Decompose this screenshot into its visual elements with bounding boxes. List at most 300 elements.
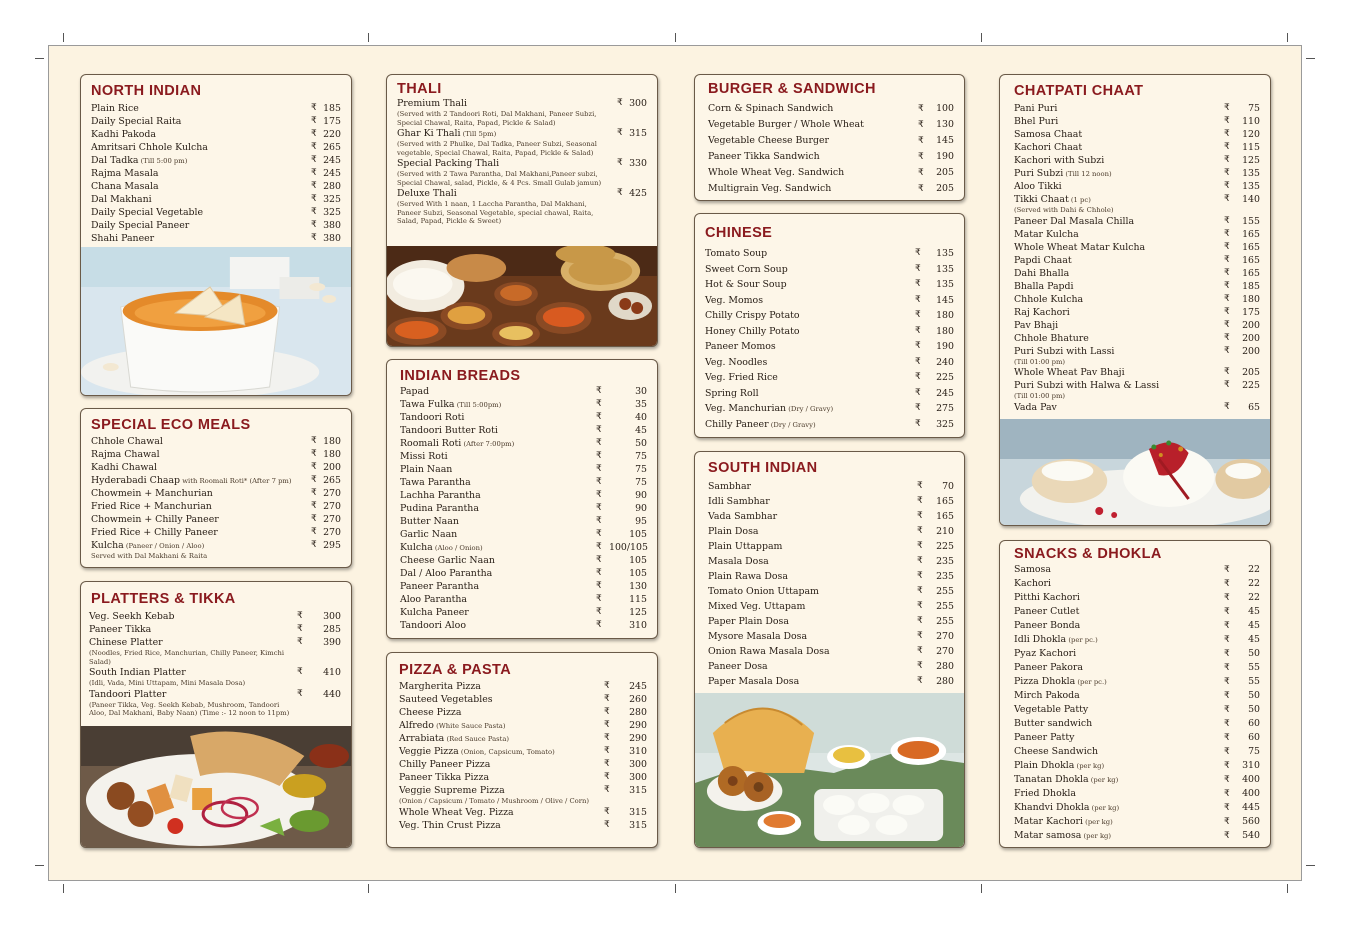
item-name-text: Ghar Ki Thali [397, 128, 461, 139]
item-name-text: Tandoori Aloo [400, 620, 466, 631]
item-name-text: Kulcha Paneer [400, 607, 469, 618]
menu-item [1014, 401, 1260, 414]
rupee-icon: ₹ [1224, 401, 1230, 412]
item-name [708, 101, 833, 117]
menu-item [89, 636, 341, 649]
menu-item [1014, 675, 1260, 689]
rupee-icon: ₹ [1224, 129, 1230, 139]
menu-item [705, 324, 954, 340]
item-name [399, 732, 509, 746]
pizza-pasta-section [386, 652, 658, 848]
rupee-icon: ₹ [917, 556, 923, 566]
menu-item [399, 806, 647, 819]
item-price: 225 [936, 541, 954, 552]
item-price: 280 [936, 676, 954, 687]
item-name [1014, 633, 1098, 647]
item-name [705, 401, 833, 418]
item-price: 220 [323, 129, 341, 140]
item-note: (per kg) [1081, 832, 1112, 840]
rupee-icon: ₹ [604, 681, 610, 691]
crop-mark [35, 58, 44, 59]
item-name-text: Fried Rice + Chilly Paneer [91, 527, 218, 538]
item-name [400, 463, 452, 476]
rupee-icon: ₹ [915, 248, 921, 258]
rupee-icon: ₹ [917, 646, 923, 656]
menu-item [400, 424, 647, 437]
item-name-text: Special Packing Thali [397, 158, 500, 169]
menu-item [400, 580, 647, 593]
item-name-text: Tawa Fulka [400, 399, 455, 410]
item-name-text: Veg. Momos [705, 294, 764, 306]
item-name-text: Kachori with Subzi [1014, 155, 1105, 166]
item-price: 285 [323, 624, 341, 635]
item-name-text: Vegetable Burger / Whole Wheat [708, 119, 864, 130]
rupee-icon: ₹ [1224, 663, 1230, 673]
item-name [708, 181, 831, 197]
item-name [399, 784, 505, 797]
rupee-icon: ₹ [1224, 280, 1230, 291]
item-name [705, 324, 800, 340]
rupee-icon: ₹ [915, 294, 921, 305]
item-price: 45 [1248, 606, 1260, 617]
item-price: 55 [1248, 662, 1260, 673]
menu-item [91, 167, 341, 180]
item-name-text: Tomato Onion Uttapam [708, 586, 819, 597]
item-price: 175 [323, 116, 341, 127]
item-name-text: Pav Bhaji [1014, 319, 1059, 331]
rupee-icon: ₹ [604, 759, 610, 769]
item-name [708, 599, 805, 614]
item-price: 22 [1248, 592, 1260, 603]
item-name [91, 102, 139, 115]
section-title: BURGER & SANDWICH [708, 81, 876, 97]
rupee-icon: ₹ [1224, 803, 1230, 813]
item-price: 190 [936, 151, 954, 162]
item-name-text: Alfredo [399, 720, 434, 731]
rupee-icon: ₹ [297, 667, 303, 677]
item-name-text: Chhole Kulcha [1014, 293, 1084, 305]
dosa-idli-vada-photo [695, 693, 964, 847]
item-price: 190 [936, 341, 954, 352]
item-price: 290 [629, 733, 647, 744]
menu-item [400, 515, 647, 528]
rupee-icon: ₹ [311, 449, 317, 459]
item-name [1014, 717, 1092, 731]
item-name [91, 539, 204, 553]
section-title: PLATTERS & TIKKA [91, 591, 236, 607]
item-price: 130 [936, 119, 954, 130]
menu-item [397, 157, 647, 170]
item-price: 270 [323, 488, 341, 499]
item-price: 180 [323, 436, 341, 447]
item-name-text: Roomali Roti [400, 438, 462, 449]
menu-item [1014, 345, 1260, 358]
menu-item [708, 133, 954, 149]
rupee-icon: ₹ [1224, 380, 1230, 390]
item-price: 205 [936, 167, 954, 178]
item-name-text: Dal Tadka [91, 155, 139, 166]
rupee-icon: ₹ [915, 341, 921, 351]
item-name [400, 593, 467, 606]
item-name [1014, 703, 1088, 717]
item-name-text: Samosa [1014, 564, 1051, 575]
menu-item [400, 450, 647, 463]
item-price: 390 [323, 637, 341, 648]
south-indian-section [694, 451, 965, 848]
rupee-icon: ₹ [596, 594, 602, 604]
item-name-text: Mirch Pakoda [1014, 690, 1080, 701]
item-price: 90 [635, 503, 647, 514]
item-name [1014, 401, 1057, 414]
item-name-text: Tomato Soup [705, 248, 768, 259]
menu-item [399, 784, 647, 797]
item-name [705, 370, 778, 386]
item-name [705, 246, 767, 262]
rupee-icon: ₹ [1224, 103, 1230, 113]
rupee-icon: ₹ [915, 310, 921, 320]
item-price: 540 [1242, 830, 1260, 841]
rupee-icon: ₹ [596, 516, 602, 526]
item-price: 265 [323, 142, 341, 153]
item-name-text: Chhole Chawal [91, 436, 163, 447]
menu-list [89, 610, 341, 718]
item-name [91, 232, 154, 245]
item-price: 270 [936, 631, 954, 642]
crop-mark [1287, 33, 1288, 42]
menu-item [399, 680, 647, 693]
item-name [708, 494, 770, 509]
rupee-icon: ₹ [917, 541, 923, 551]
item-name [1014, 366, 1125, 379]
item-name [708, 644, 830, 659]
item-price: 410 [323, 667, 341, 678]
item-name-text: Puri Subzi [1014, 168, 1064, 179]
item-name-text: Tandoori Roti [400, 412, 465, 423]
rupee-icon: ₹ [917, 661, 923, 671]
item-name-text: Raj Kachori [1014, 306, 1070, 318]
item-name-text: Chilly Paneer [705, 418, 769, 430]
item-price: 95 [635, 516, 647, 527]
paneer-curry-photo [81, 247, 351, 395]
item-name [1014, 563, 1051, 577]
menu-item [399, 771, 647, 784]
rupee-icon: ₹ [1224, 607, 1230, 617]
item-name-text: South Indian Platter [89, 667, 186, 678]
item-price: 145 [936, 135, 954, 146]
menu-item [1014, 661, 1260, 675]
item-name-text: Honey Chilly Potato [705, 325, 800, 337]
section-title: NORTH INDIAN [91, 83, 202, 99]
menu-item [1014, 293, 1260, 306]
rupee-icon: ₹ [1224, 775, 1230, 785]
item-name-text: Amritsari Chhole Kulcha [91, 142, 208, 153]
item-name-text: Corn & Spinach Sandwich [708, 103, 834, 114]
menu-item [708, 629, 954, 644]
item-description: (Paneer Tikka, Veg. Seekh Kebab, Mushroom, Tandoori Aloo, Dal Makhani, Baby Naan) (Time :- 12 noon to 11pm) [89, 700, 290, 717]
rupee-icon: ₹ [311, 207, 317, 217]
menu-item [1014, 254, 1260, 267]
burger-sandwich-section [694, 74, 965, 201]
item-name [399, 771, 489, 784]
menu-list [708, 479, 954, 689]
menu-item [1014, 241, 1260, 254]
rupee-icon: ₹ [311, 488, 317, 498]
item-name-text: Pyaz Kachori [1014, 648, 1077, 659]
menu-list [397, 97, 647, 226]
item-name-text: Idli Dhokla [1014, 634, 1067, 645]
item-price: 165 [1242, 254, 1260, 266]
menu-item [708, 101, 954, 117]
item-name [1014, 773, 1118, 787]
rupee-icon: ₹ [917, 526, 923, 536]
item-name-text: Plain Naan [400, 464, 453, 475]
item-price: 300 [323, 611, 341, 622]
item-name-text: Missi Roti [400, 451, 448, 462]
menu-item [89, 610, 341, 623]
item-name [1014, 591, 1080, 605]
rupee-icon: ₹ [604, 733, 610, 743]
platters-tikka-section [80, 581, 352, 848]
item-name-text: Plain Dosa [708, 526, 759, 537]
section-title: SNACKS & DHOKLA [1014, 546, 1162, 562]
item-price: 330 [629, 158, 647, 169]
rupee-icon: ₹ [1224, 733, 1230, 743]
rupee-icon: ₹ [917, 511, 923, 521]
rupee-icon: ₹ [915, 325, 921, 336]
item-note: (Till 5:00pm) [454, 401, 502, 409]
item-name [91, 141, 208, 154]
item-price: 270 [323, 501, 341, 512]
menu-item [89, 666, 341, 679]
item-price: 380 [323, 233, 341, 244]
menu-item [1014, 379, 1260, 392]
item-name-text: Vada Pav [1014, 401, 1057, 413]
rupee-icon: ₹ [596, 503, 602, 513]
item-name-text: Pitthi Kachori [1014, 592, 1080, 603]
item-name [399, 819, 501, 832]
rupee-icon: ₹ [617, 188, 623, 198]
item-name [705, 339, 776, 355]
item-price: 265 [323, 475, 341, 486]
item-price: 270 [936, 646, 954, 657]
item-name [1014, 267, 1069, 280]
rupee-icon: ₹ [1224, 267, 1230, 278]
item-price: 400 [1242, 788, 1260, 799]
menu-item [708, 524, 954, 539]
item-price: 125 [1242, 155, 1260, 166]
menu-item [708, 539, 954, 554]
item-name-text: Whole Wheat Matar Kulcha [1014, 241, 1146, 253]
item-note: (Dry / Gravy) [786, 405, 834, 413]
item-price: 155 [1242, 215, 1260, 227]
item-description: (Served with 2 Phulke, Dal Tadka, Paneer Subzi, Seasonal vegetable, Special Chawal, Raita, Papad, Pickle & Salad) [397, 140, 597, 157]
item-name [1014, 379, 1159, 392]
item-name-text: Butter sandwich [1014, 718, 1093, 729]
item-name [708, 554, 769, 569]
item-name-text: Chowmein + Manchurian [91, 488, 213, 499]
item-name [91, 193, 152, 206]
item-name [1014, 115, 1058, 128]
menu-item [1014, 815, 1260, 829]
rupee-icon: ₹ [596, 399, 602, 409]
item-name [1014, 647, 1076, 661]
item-name-text: Hot & Sour Soup [705, 279, 787, 290]
menu-item [89, 623, 341, 636]
menu-item [1014, 577, 1260, 591]
item-name-text: Masala Dosa [708, 556, 769, 567]
menu-item [1014, 647, 1260, 661]
item-name-text: Chilly Crispy Potato [705, 310, 800, 321]
rupee-icon: ₹ [1224, 831, 1230, 841]
rupee-icon: ₹ [915, 372, 921, 382]
item-price: 245 [936, 387, 954, 399]
menu-item [1014, 633, 1260, 647]
rupee-icon: ₹ [311, 220, 317, 230]
menu-item [1014, 605, 1260, 619]
item-name [1014, 332, 1089, 345]
item-price: 245 [323, 155, 341, 166]
rupee-icon: ₹ [1224, 817, 1230, 827]
item-note: (Red Sauce Pasta) [444, 735, 510, 743]
menu-item [1014, 228, 1260, 241]
rupee-icon: ₹ [596, 581, 602, 591]
item-price: 22 [1248, 564, 1260, 575]
rupee-icon: ₹ [311, 501, 317, 511]
item-name [1014, 102, 1057, 115]
section-title: CHINESE [705, 225, 773, 241]
item-name [708, 569, 788, 584]
item-name [1014, 787, 1076, 801]
rupee-icon: ₹ [1224, 677, 1230, 687]
item-name [397, 187, 457, 200]
item-name-text: Papad [400, 386, 430, 397]
item-name [705, 417, 816, 434]
item-name [1014, 319, 1058, 332]
menu-item [708, 181, 954, 197]
item-name-text: Margherita Pizza [399, 681, 481, 692]
rupee-icon: ₹ [596, 425, 602, 435]
item-note: with Roomali Roti* (After 7 pm) [180, 477, 292, 485]
item-price: 200 [323, 462, 341, 473]
item-name [91, 513, 219, 526]
rupee-icon: ₹ [915, 403, 921, 413]
item-name-text: Veg. Noodles [705, 356, 768, 368]
rupee-icon: ₹ [596, 568, 602, 578]
menu-item [400, 567, 647, 580]
rupee-icon: ₹ [311, 540, 317, 550]
item-name-text: Vegetable Patty [1014, 704, 1089, 715]
item-price: 255 [936, 601, 954, 612]
item-name-text: Sauteed Vegetables [399, 694, 493, 705]
item-name [705, 262, 788, 278]
rupee-icon: ₹ [1224, 579, 1230, 589]
rupee-icon: ₹ [915, 387, 921, 398]
rupee-icon: ₹ [1224, 565, 1230, 575]
item-price: 115 [629, 594, 647, 605]
item-name-text: Paneer Tikka Sandwich [708, 151, 820, 162]
rupee-icon: ₹ [918, 136, 924, 146]
item-name [708, 509, 777, 524]
item-name [400, 567, 492, 580]
menu-item [708, 494, 954, 509]
item-note: (Till 12 noon) [1063, 170, 1112, 178]
item-price: 425 [629, 188, 647, 199]
item-price: 30 [635, 386, 647, 397]
menu-list [1014, 563, 1260, 843]
item-price: 180 [323, 449, 341, 460]
item-name-text: Aloo Parantha [400, 594, 468, 605]
rupee-icon: ₹ [917, 496, 923, 506]
item-note: (per kg) [1088, 776, 1119, 784]
menu-item [91, 526, 341, 539]
rupee-icon: ₹ [915, 356, 921, 367]
item-name [399, 745, 555, 759]
item-note: (per kg) [1089, 804, 1120, 812]
item-name [1014, 619, 1080, 633]
item-price: 135 [936, 248, 954, 259]
item-price: 205 [1242, 367, 1260, 378]
crop-mark [63, 33, 64, 42]
menu-item [1014, 801, 1260, 815]
crop-mark [675, 33, 676, 42]
menu-item [1014, 102, 1260, 115]
item-price: 135 [936, 263, 954, 275]
item-price: 105 [629, 529, 647, 540]
item-price: 180 [936, 310, 954, 321]
item-name-text: Sambhar [708, 481, 752, 492]
item-name [1014, 675, 1107, 689]
item-name [1014, 829, 1111, 843]
rupee-icon: ₹ [1224, 194, 1230, 204]
item-name [1014, 345, 1114, 358]
rupee-icon: ₹ [604, 819, 610, 830]
rupee-icon: ₹ [311, 181, 317, 191]
rupee-icon: ₹ [915, 263, 921, 274]
item-name [400, 541, 483, 555]
item-name [91, 206, 203, 219]
item-name [397, 127, 496, 141]
item-price: 22 [1248, 578, 1260, 589]
item-name-text: Pizza Dhokla [1014, 676, 1076, 687]
rupee-icon: ₹ [918, 184, 924, 194]
item-name [91, 500, 212, 513]
menu-item [708, 165, 954, 181]
rupee-icon: ₹ [1224, 691, 1230, 701]
menu-item [1014, 731, 1260, 745]
menu-item [89, 688, 341, 701]
item-name [91, 448, 160, 461]
item-note: (per pc.) [1066, 636, 1098, 644]
menu-item [708, 614, 954, 629]
rupee-icon: ₹ [297, 688, 303, 699]
section-title: SPECIAL ECO MEALS [91, 417, 251, 433]
item-name [1014, 745, 1098, 759]
rupee-icon: ₹ [1224, 181, 1230, 191]
item-name-text: Paneer Pakora [1014, 662, 1083, 673]
item-price: 235 [936, 556, 954, 567]
menu-list [705, 246, 954, 432]
item-name-text: Cheese Sandwich [1014, 746, 1099, 757]
menu-item [705, 293, 954, 309]
rupee-icon: ₹ [311, 436, 317, 446]
item-name-text: Rajma Chawal [91, 449, 160, 460]
thali-spread-photo [387, 246, 657, 346]
item-name-text: Matar Kachori [1014, 816, 1084, 827]
item-name [89, 688, 166, 701]
rupee-icon: ₹ [604, 772, 610, 782]
item-name-text: Fried Dhokla [1014, 788, 1076, 799]
item-name [399, 693, 493, 706]
